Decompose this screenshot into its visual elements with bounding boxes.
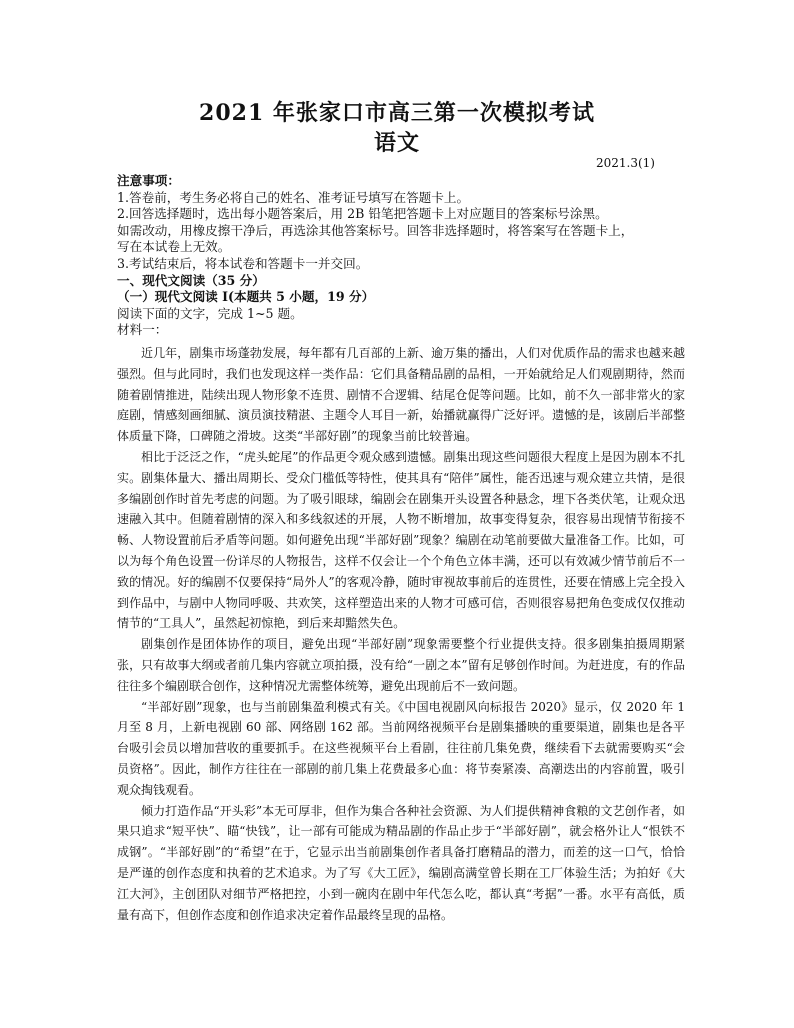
note-item: 3.考试结束后，将本试卷和答题卡一并交回。 bbox=[117, 255, 369, 271]
reading-instruction: 阅读下面的文字，完成 1~5 题。 bbox=[117, 305, 303, 321]
passage-paragraph: 剧集创作是团体协作的项目，避免出现“半部好剧”现象需要整个行业提供支持。很多剧集拍摄周期紧张，只有故事大纲或者前几集内容就立项拍摄，没有给“一剧之本”留有足够创作时间。为赶进度，有的作品往往多个编剧联合创作，这种情况尤需整体统筹，避免出现前后不一致问题。 bbox=[117, 637, 685, 693]
material-label: 材料一： bbox=[117, 322, 168, 338]
section-heading: 一、现代文阅读（35 分） bbox=[117, 272, 265, 288]
passage-paragraph: “半部好剧”现象，也与当前剧集盈利模式有关。《中国电视剧风向标报告 2020》显示，仅 2020 年 1 月至 8 月，上新电视剧 60 部、网络剧 162 部。当前网络视频平台是剧集播映的重要渠道，剧集也是各平台吸引会员以增加营收的重要抓手。在这些视频平台上看剧，往往前几集免费，继续看下去就需要购买“会员资格”。因此，制作方往往在一部剧的前几集上花费最多心血：将节奏紧凑、高潮迭出的内容前置，吸引观众掏钱观看。 bbox=[117, 699, 685, 797]
note-item: 写在本试卷上无效。 bbox=[117, 239, 231, 255]
exam-date: 2021.3(1) bbox=[596, 156, 655, 170]
notes-heading: 注意事项： bbox=[117, 173, 180, 188]
passage-paragraph: 相比于泛泛之作，“虎头蛇尾”的作品更令观众感到遗憾。剧集出现这些问题很大程度上是因为剧本不扎实。剧集体量大、播出周期长、受众门槛低等特性，使其具有“陪伴”属性，能否迅速与观众建立共情，是很多编剧创作时首先考虑的问题。为了吸引眼球，编剧会在剧集开头设置各种悬念，埋下各类伏笔，让观众迅速融入其中。但随着剧情的深入和多线叙述的开展，人物不断增加，故事变得复杂，很容易出现情节衔接不畅、人物设置前后矛盾等问题。如何避免出现“半部好剧”现象？编剧在动笔前要做大量准备工作。比如，可以为每个角色设置一份详尽的人物报告，这样不仅会让一个个角色立体丰满，还可以有效减少情节前后不一致的情况。好的编剧不仅要保持“局外人”的客观冷静，随时审视故事前后的连贯性，还要在情感上完全投入到作品中，与剧中人物同呼吸、共欢笑，这样塑造出来的人物才可感可信，否则很容易把角色变成仅仅推动情节的“工具人”，虽然起初惊艳，到后来却黯然失色。 bbox=[117, 449, 685, 631]
subject-title: 语文 bbox=[373, 130, 420, 156]
subsection-heading: （一）现代文阅读 I(本题共 5 小题，19 分） bbox=[117, 289, 375, 305]
note-item: 1.答卷前，考生务必将自己的姓名、准考证号填写在答题卡上。 bbox=[117, 189, 470, 205]
passage bbox=[117, 343, 685, 925]
passage-paragraph: 近几年，剧集市场蓬勃发展，每年都有几百部的上新、逾万集的播出，人们对优质作品的需求也越来越强烈。但与此同时，我们也发现这样一类作品：它们具备精品剧的品相，一开始就给足人们观剧期待，然而随着剧情推进，陆续出现人物形象不连贯、剧情不合逻辑、结尾仓促等问题。比如，前不久一部非常火的家庭剧，情感刻画细腻、演员演技精湛、主题令人耳目一新，始播就赢得广泛好评。遗憾的是，该剧后半部整体质量下降，口碑随之滑坡。这类“半部好剧”的现象当前比较普遍。 bbox=[117, 346, 685, 444]
note-item: 2.回答选择题时，选出每小题答案后，用 2B 铅笔把答题卡上对应题目的答案标号涂黑。 bbox=[117, 206, 608, 222]
passage-paragraph: 倾力打造作品“开头彩”本无可厚非，但作为集合各种社会资源、为人们提供精神食粮的文艺创作者，如果只追求“短平快”、瞄“快钱”，让一部有可能成为精品剧的作品止步于“半部好剧”，就会格外让人“恨铁不成钢”。“半部好剧”的“希望”在于，它显示出当前剧集创作者具备打磨精品的潜力，而差的这一口气，恰恰是严谨的创作态度和执着的艺术追求。为了写《大工匠》，编剧高满堂曾长期在工厂体验生活；为拍好《大江大河》，主创团队对细节严格把控，小到一碗肉在剧中年代怎么吃，都认真“考据”一番。水平有高低，质量有高下，但创作态度和创作追求决定着作品最终呈现的品格。 bbox=[117, 803, 685, 922]
exam-title: 2021 年张家口市高三第一次模拟考试 bbox=[199, 100, 595, 126]
notes-block bbox=[117, 173, 685, 339]
note-item: 如需改动，用橡皮擦干净后，再选涂其他答案标号。回答非选择题时，将答案写在答题卡上， bbox=[117, 222, 634, 238]
